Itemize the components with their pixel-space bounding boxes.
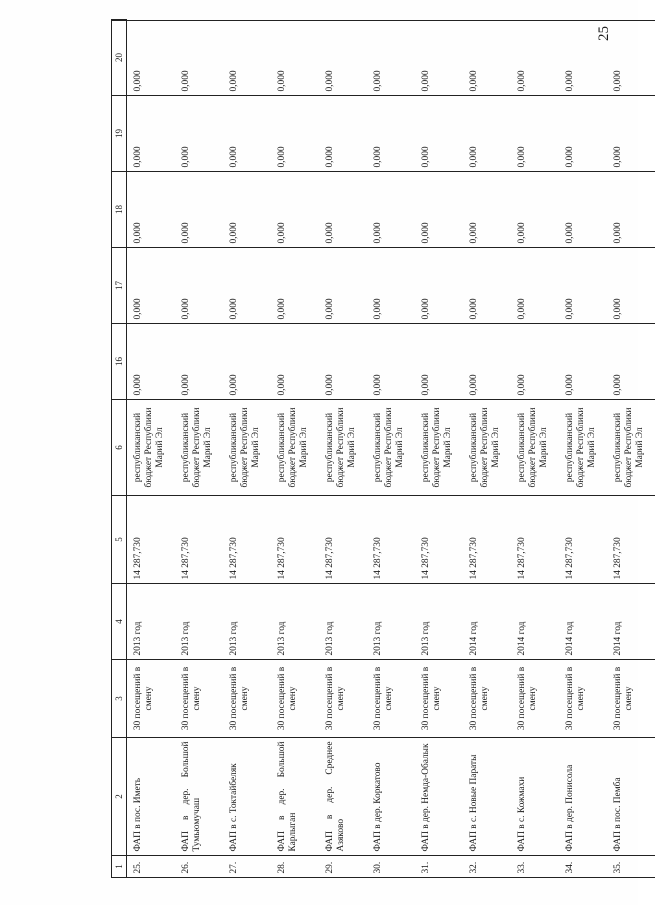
column-rule-line (111, 247, 655, 248)
construction-year: 2014 год (613, 621, 623, 656)
value-col-20: 0,000 (325, 70, 335, 92)
column-rule-line (111, 95, 655, 96)
column-header-16: 16 (112, 324, 127, 400)
value-col-20: 0,000 (133, 70, 143, 92)
value-col-16: 0,000 (229, 374, 239, 396)
value-col-19: 0,000 (565, 146, 575, 168)
rotated-table-wrapper (111, 20, 645, 878)
facility-capacity: 30 посещений в смену (229, 666, 250, 731)
value-col-18: 0,000 (565, 222, 575, 244)
column-rule-line (111, 737, 655, 738)
value-col-19: 0,000 (613, 146, 623, 168)
construction-year: 2013 год (277, 621, 287, 656)
facility-name: ФАП в дер. Большой Тумьюмучаш (181, 741, 202, 852)
facility-capacity: 30 посещений в смену (133, 666, 154, 731)
estimated-cost: 14 287,730 (469, 537, 479, 580)
row-number: 35. (613, 861, 623, 874)
facility-name: ФАП в дер. Коркатово (373, 762, 383, 852)
table-row (127, 20, 176, 878)
funding-source: республиканский бюджет Республики Марий Эл (517, 407, 549, 488)
facility-capacity: 30 посещений в смену (565, 666, 586, 731)
funding-source: республиканский бюджет Республики Марий Эл (277, 407, 309, 488)
table-row (175, 20, 223, 878)
value-col-20: 0,000 (613, 70, 623, 92)
facility-name: ФАП в с. Кожмахи (517, 776, 527, 852)
construction-year: 2014 год (469, 621, 479, 656)
value-col-16: 0,000 (565, 374, 575, 396)
estimated-cost: 14 287,730 (325, 537, 335, 580)
value-col-18: 0,000 (613, 222, 623, 244)
facility-capacity: 30 посещений в смену (517, 666, 538, 731)
row-number: 25. (133, 861, 143, 874)
value-col-20: 0,000 (277, 70, 287, 92)
estimated-cost: 14 287,730 (517, 537, 527, 580)
value-col-18: 0,000 (277, 222, 287, 244)
value-col-18: 0,000 (229, 222, 239, 244)
value-col-17: 0,000 (373, 298, 383, 320)
row-number: 32. (469, 861, 479, 874)
column-rule-line (111, 659, 655, 660)
facility-name: ФАП в с. Токтайбеляк (229, 763, 239, 852)
construction-year: 2014 год (517, 621, 527, 656)
estimated-cost: 14 287,730 (181, 537, 191, 580)
table-body (127, 20, 655, 878)
facility-capacity: 30 посещений в смену (373, 666, 394, 731)
value-col-17: 0,000 (421, 298, 431, 320)
value-col-16: 0,000 (517, 374, 527, 396)
table-row (223, 20, 271, 878)
estimated-cost: 14 287,730 (229, 537, 239, 580)
column-header-5: 5 (112, 496, 127, 584)
table-row (511, 20, 559, 878)
column-header-18: 18 (112, 172, 127, 248)
value-col-19: 0,000 (421, 146, 431, 168)
value-col-16: 0,000 (277, 374, 287, 396)
value-col-18: 0,000 (373, 222, 383, 244)
funding-source: республиканский бюджет Республики Марий Эл (565, 407, 597, 488)
estimated-cost: 14 287,730 (421, 537, 431, 580)
table-row (319, 20, 367, 878)
construction-year: 2013 год (181, 621, 191, 656)
funding-source: республиканский бюджет Республики Марий Эл (325, 407, 357, 488)
facility-capacity: 30 посещений в смену (421, 666, 442, 731)
value-col-20: 0,000 (373, 70, 383, 92)
column-header-17: 17 (112, 248, 127, 324)
value-col-16: 0,000 (421, 374, 431, 396)
row-number: 26. (181, 861, 191, 874)
value-col-19: 0,000 (181, 146, 191, 168)
row-number: 34. (565, 861, 575, 874)
fap-table (111, 19, 655, 878)
value-col-19: 0,000 (325, 146, 335, 168)
table-row (271, 20, 319, 878)
funding-source: республиканский бюджет Республики Марий Эл (421, 407, 453, 488)
value-col-19: 0,000 (277, 146, 287, 168)
value-col-16: 0,000 (469, 374, 479, 396)
facility-capacity: 30 посещений в смену (277, 666, 298, 731)
funding-source: республиканский бюджет Республики Марий Эл (229, 407, 261, 488)
value-col-17: 0,000 (229, 298, 239, 320)
value-col-20: 0,000 (517, 70, 527, 92)
row-number: 31. (421, 861, 431, 874)
column-header-20: 20 (112, 20, 127, 96)
row-number: 30. (373, 861, 383, 874)
column-rule-line (111, 171, 655, 172)
value-col-18: 0,000 (517, 222, 527, 244)
table-row (559, 20, 607, 878)
table-row (607, 20, 655, 878)
value-col-20: 0,000 (421, 70, 431, 92)
facility-capacity: 30 посещений в смену (469, 666, 490, 731)
value-col-17: 0,000 (133, 298, 143, 320)
facility-name: ФАП в дер. Большой Карлыган (277, 741, 298, 852)
funding-source: республиканский бюджет Республики Марий Эл (613, 407, 645, 488)
table-row (463, 20, 511, 878)
estimated-cost: 14 287,730 (613, 537, 623, 580)
column-header-1: 1 (112, 856, 127, 878)
value-col-16: 0,000 (133, 374, 143, 396)
value-col-16: 0,000 (613, 374, 623, 396)
estimated-cost: 14 287,730 (373, 537, 383, 580)
value-col-18: 0,000 (181, 222, 191, 244)
table-row (367, 20, 415, 878)
construction-year: 2013 год (133, 621, 143, 656)
column-rule-line (111, 323, 655, 324)
value-col-20: 0,000 (565, 70, 575, 92)
facility-capacity: 30 посещений в смену (181, 666, 202, 731)
facility-capacity: 30 посещений в смену (325, 666, 346, 731)
construction-year: 2013 год (421, 621, 431, 656)
table-row (415, 20, 463, 878)
column-header-4: 4 (112, 584, 127, 660)
value-col-17: 0,000 (325, 298, 335, 320)
value-col-18: 0,000 (469, 222, 479, 244)
column-header-2: 2 (112, 738, 127, 856)
value-col-18: 0,000 (133, 222, 143, 244)
estimated-cost: 14 287,730 (565, 537, 575, 580)
construction-year: 2013 год (373, 621, 383, 656)
construction-year: 2014 год (565, 621, 575, 656)
facility-capacity: 30 посещений в смену (613, 666, 634, 731)
row-number: 28. (277, 861, 287, 874)
value-col-19: 0,000 (133, 146, 143, 168)
value-col-20: 0,000 (181, 70, 191, 92)
value-col-19: 0,000 (517, 146, 527, 168)
facility-name: ФАП в дер. Среднее Азяково (325, 741, 346, 852)
value-col-17: 0,000 (517, 298, 527, 320)
funding-source: республиканский бюджет Республики Марий Эл (373, 407, 405, 488)
column-number-row (112, 20, 127, 878)
funding-source: республиканский бюджет Республики Марий Эл (133, 407, 165, 488)
row-number: 27. (229, 861, 239, 874)
value-col-19: 0,000 (229, 146, 239, 168)
facility-name: ФАП в дер. Понисола (565, 764, 575, 852)
value-col-19: 0,000 (373, 146, 383, 168)
value-col-20: 0,000 (469, 70, 479, 92)
column-rule-line (111, 399, 655, 400)
value-col-17: 0,000 (613, 298, 623, 320)
column-rule-line (111, 20, 655, 21)
column-rule-line (111, 877, 655, 878)
column-rule-line (111, 855, 655, 856)
column-rule-line (111, 495, 655, 496)
facility-name: ФАП в пос. Пемба (613, 777, 623, 852)
facility-name: ФАП в с. Новые Параты (469, 754, 479, 852)
facility-name: ФАП в дер. Немда-Обалык (421, 743, 431, 852)
funding-source: республиканский бюджет Республики Марий Эл (469, 407, 501, 488)
value-col-18: 0,000 (421, 222, 431, 244)
value-col-20: 0,000 (229, 70, 239, 92)
column-rule-line (111, 583, 655, 584)
funding-source: республиканский бюджет Республики Марий Эл (181, 407, 213, 488)
value-col-17: 0,000 (565, 298, 575, 320)
value-col-16: 0,000 (181, 374, 191, 396)
column-header-19: 19 (112, 96, 127, 172)
column-header-3: 3 (112, 660, 127, 738)
row-number: 33. (517, 861, 527, 874)
value-col-18: 0,000 (325, 222, 335, 244)
value-col-17: 0,000 (181, 298, 191, 320)
value-col-16: 0,000 (373, 374, 383, 396)
estimated-cost: 14 287,730 (133, 537, 143, 580)
value-col-19: 0,000 (469, 146, 479, 168)
construction-year: 2013 год (229, 621, 239, 656)
construction-year: 2013 год (325, 621, 335, 656)
estimated-cost: 14 287,730 (277, 537, 287, 580)
value-col-17: 0,000 (277, 298, 287, 320)
facility-name: ФАП в пос. Иметь (133, 778, 143, 852)
page-number: 25 (596, 26, 612, 41)
column-header-6: 6 (112, 400, 127, 496)
row-number: 29. (325, 861, 335, 874)
value-col-16: 0,000 (325, 374, 335, 396)
value-col-17: 0,000 (469, 298, 479, 320)
